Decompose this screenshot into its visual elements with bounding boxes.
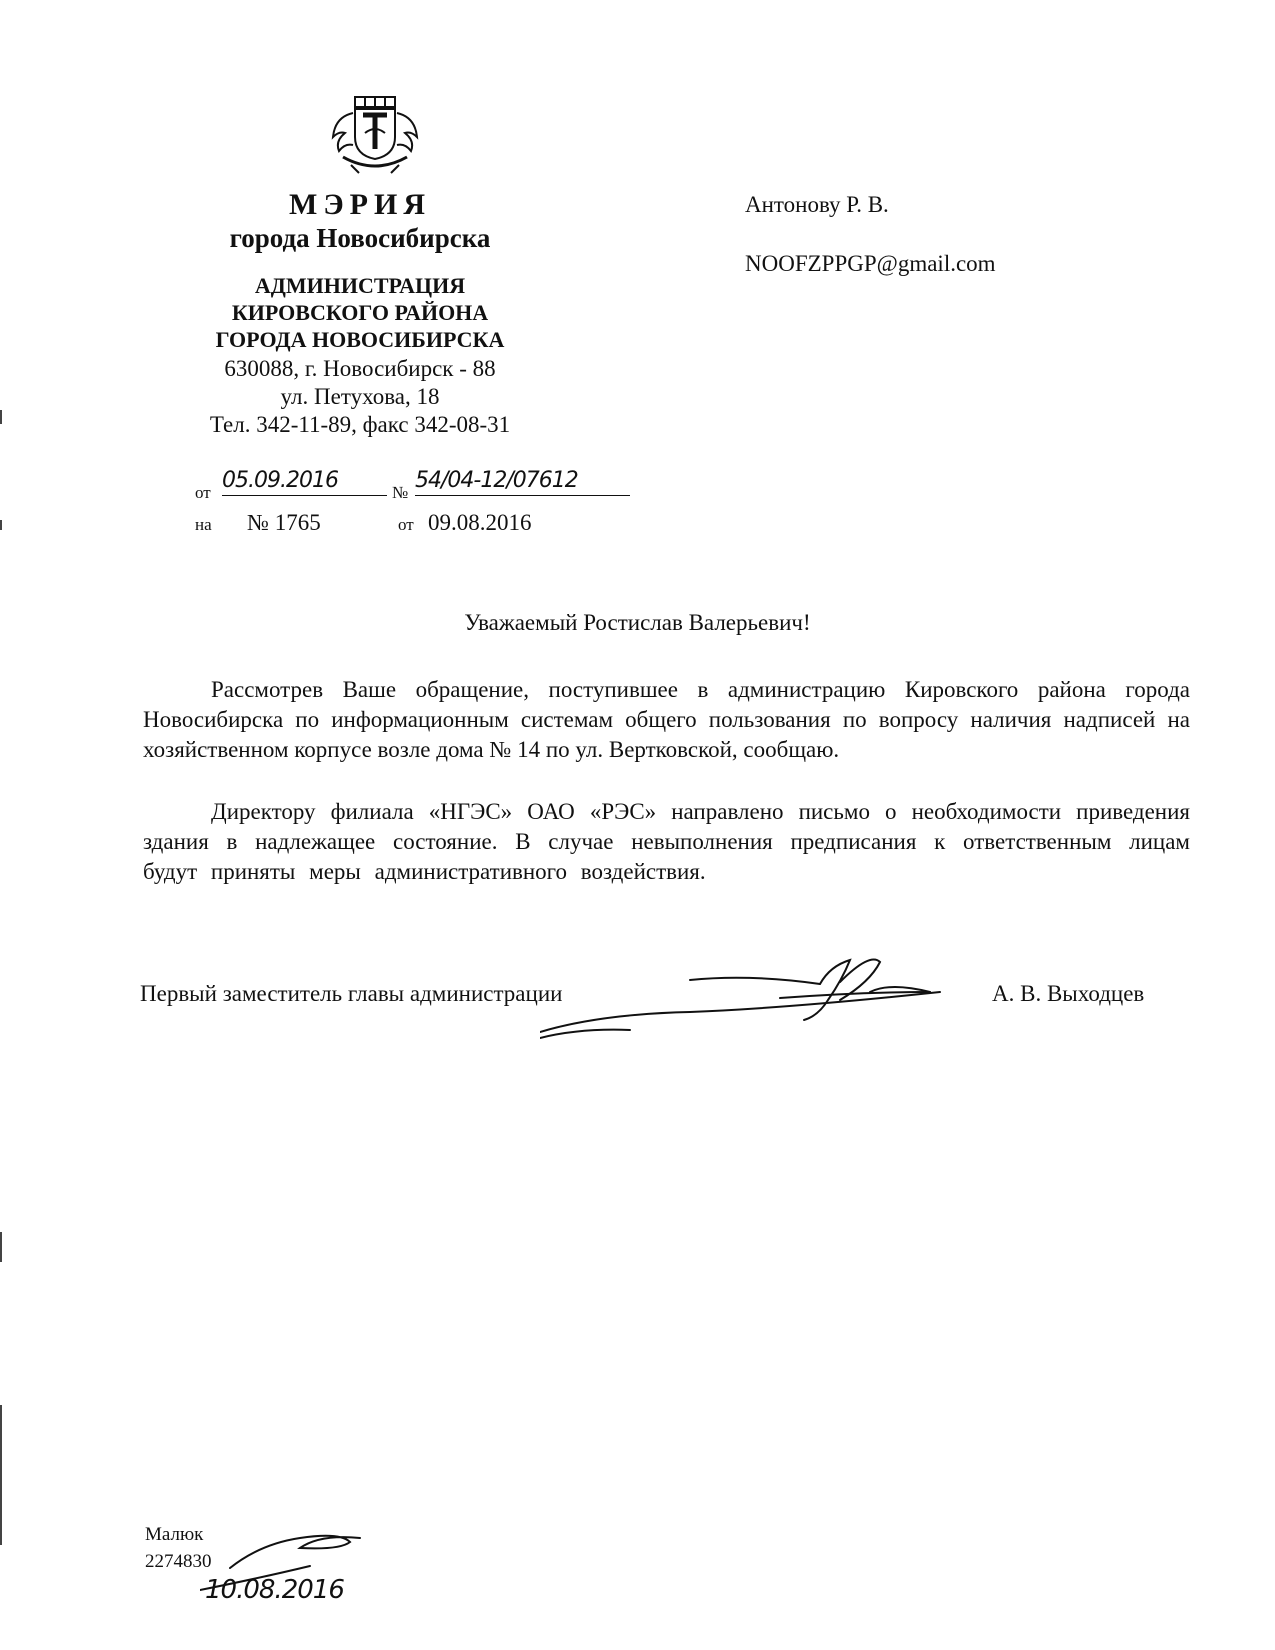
letterhead-title: МЭРИЯ (289, 188, 431, 221)
letter-paragraph-2: Директору филиала «НГЭС» ОАО «РЭС» направлено письмо о необходимости приведения здания в надлежащее состояние. В случае невыполнения предписания к ответственным лицам будут приняты меры административного воздействия. (143, 799, 1190, 884)
reply-label: на (195, 515, 212, 534)
letter-greeting: Уважаемый Ростислав Валерьевич! (464, 610, 811, 635)
coat-of-arms-icon (325, 95, 425, 177)
reg-number-label: № (392, 483, 409, 502)
scan-edge-mark (0, 1405, 2, 1545)
recipient-name: Антонову Р. В. (745, 192, 889, 217)
signatory-name: А. В. Выходцев (992, 981, 1145, 1006)
admin-line: АДМИНИСТРАЦИЯ (254, 273, 466, 298)
address-line: ул. Петухова, 18 (280, 384, 440, 409)
scan-edge-mark (0, 520, 2, 530)
letter-paragraph-1: Рассмотрев Ваше обращение, поступившее в администрацию Кировского района города Новосибирска по информационным системам общего пользования по вопросу наличия надписей на хозяйственном корпусе возле дома № 14 по ул. Вертковской, сообщаю. (143, 677, 1190, 762)
scan-edge-mark (0, 410, 2, 424)
scan-edge-mark (0, 1232, 2, 1262)
reply-date: 09.08.2016 (428, 510, 532, 535)
signatory-role: Первый заместитель главы администрации (140, 981, 563, 1006)
letterhead-city: города Новосибирска (229, 223, 491, 253)
reply-from-label: от (398, 515, 414, 534)
reg-date-handwritten: 05.09.2016 (222, 468, 387, 496)
executor-name: Малюк (145, 1524, 204, 1545)
reg-from-label: от (195, 483, 211, 502)
admin-line: КИРОВСКОГО РАЙОНА (231, 300, 489, 325)
executor-date-handwritten: 10.08.2016 (205, 1575, 344, 1605)
reply-number: № 1765 (247, 510, 321, 535)
recipient-email: NOOFZPPGP@gmail.com (745, 251, 996, 276)
reg-number-handwritten: 54/04-12/07612 (415, 468, 630, 496)
admin-line: ГОРОДА НОВОСИБИРСКА (215, 327, 505, 352)
handwritten-signature (540, 952, 970, 1042)
letterhead-administration (150, 272, 570, 353)
letterhead-address (150, 355, 570, 439)
executor-phone: 2274830 (145, 1551, 212, 1572)
address-line: 630088, г. Новосибирск - 88 (224, 356, 496, 381)
address-line: Тел. 342-11-89, факс 342-08-31 (209, 412, 511, 437)
